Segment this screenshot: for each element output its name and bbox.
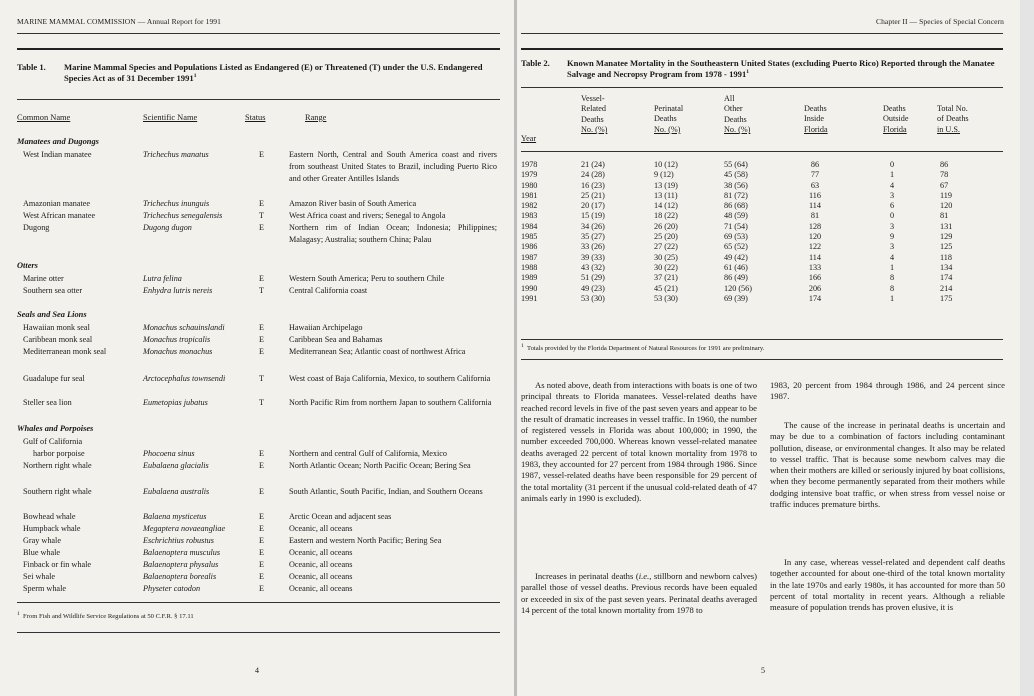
caption-rule (17, 99, 500, 100)
table2-cell: 69 (53) (724, 232, 748, 242)
table2-col-header (937, 104, 969, 135)
table2-cell: 133 (808, 262, 822, 272)
table2-cell: 166 (808, 273, 822, 283)
species-status: E (259, 461, 265, 470)
table2-cell: 0 (889, 211, 895, 221)
table2-cell: 0 (889, 160, 895, 169)
table2-column-outside (883, 160, 901, 304)
species-status: E (259, 536, 265, 545)
species-range: Mediterranean Sea; Atlantic coast of northwest Africa (289, 347, 466, 356)
table2-cell: 118 (940, 252, 952, 262)
table2-column-other (724, 160, 752, 304)
species-scientific-name: Arctocephalus townsendi (143, 374, 226, 383)
species-common-name: Gulf of California (23, 437, 83, 446)
species-status: E (259, 150, 265, 159)
table2-cell: 13 (11) (654, 190, 678, 200)
table2-col-header (521, 134, 536, 144)
book-edge (1020, 0, 1034, 696)
species-common-name: Bowhead whale (23, 512, 76, 521)
table2-cell: 65 (52) (724, 242, 748, 252)
table2-cell: 25 (20) (654, 232, 678, 242)
table2-cell: 1981 (521, 190, 538, 200)
species-common-name: Humpback whale (23, 524, 81, 533)
table2-cell: 48 (59) (724, 211, 748, 221)
species-common-name: Southern right whale (23, 487, 92, 496)
table2-header-line: Inside (804, 114, 825, 124)
species-range: Caribbean Sea and Bahamas (289, 335, 383, 344)
table2-cell: 125 (940, 242, 953, 252)
right-page (517, 0, 1020, 696)
species-common-name: Blue whale (23, 548, 61, 557)
table2-cell: 1979 (521, 170, 538, 180)
species-scientific-name: Physeter catodon (143, 584, 201, 593)
species-common-name: Steller sea lion (23, 398, 72, 407)
r-footnote-rule (521, 359, 1003, 360)
species-status: E (259, 347, 265, 356)
species-range: Oceanic, all oceans (289, 584, 353, 593)
table2-cell: 214 (940, 283, 953, 293)
species-status: T (259, 286, 265, 295)
table2-cell: 71 (54) (724, 221, 748, 231)
table1-title-text: Marine Mammal Species and Populations Listed as Endangered (E) or Threatened (T) under the U.S. Endangered Species Act as of 31 December 1991 (64, 62, 483, 83)
table2-cell: 13 (19) (654, 180, 678, 190)
table2-cell: 49 (23) (581, 283, 605, 293)
species-range: West Africa coast and rivers; Senegal to Angola (289, 211, 446, 220)
col-scientific-name: Scientific Name (143, 113, 198, 122)
col-common-name: Common Name (17, 113, 71, 122)
table2-cell: 43 (32) (581, 262, 605, 272)
table2-cell: 86 (68) (724, 201, 748, 211)
species-status: E (259, 335, 265, 344)
table2-header-line: Florida (804, 124, 828, 134)
table2-col-header (724, 94, 750, 136)
species-common-name: Hawaiian monk seal (23, 323, 90, 332)
table2-cell: 174 (940, 273, 953, 283)
species-status: E (259, 584, 265, 593)
table2-cell: 1 (889, 170, 895, 180)
table2-cell: 1986 (521, 242, 538, 252)
table2-cell: 1982 (521, 201, 538, 211)
species-common-name: Southern sea otter (23, 286, 83, 295)
group-heading: Otters (17, 261, 38, 270)
species-range: Oceanic, all oceans (289, 524, 353, 533)
table2-cell: 24 (28) (581, 170, 605, 180)
table2-cell: 1991 (521, 293, 538, 303)
body-col2-para1: 1983, 20 percent from 1984 through 1986, and 24 percent since 1987. (770, 380, 1005, 402)
r-table-bottom-rule (521, 339, 1003, 340)
header-rule (17, 33, 500, 34)
table2-cell: 20 (17) (581, 201, 605, 211)
species-scientific-name: Eubalaena australis (143, 487, 210, 496)
table2-cell: 38 (56) (724, 180, 748, 190)
species-scientific-name: Dugong dugon (143, 223, 192, 232)
table2-column-vessel (581, 160, 605, 304)
species-range: West coast of Baja California, Mexico, to southern California (289, 374, 491, 383)
t2-footnote-mark: 1 (521, 342, 524, 349)
species-range: Oceanic, all oceans (289, 560, 353, 569)
table2-cell: 1989 (521, 273, 538, 283)
species-scientific-name: Monachus monachus (143, 347, 213, 356)
species-status: T (259, 211, 265, 220)
table2-cell: 128 (808, 221, 822, 231)
species-range: Oceanic, all oceans (289, 572, 353, 581)
table2-cell: 174 (808, 293, 822, 303)
col-range: Range (305, 113, 327, 122)
species-scientific-name: Trichechus inunguis (143, 199, 210, 208)
bottom-rule (17, 632, 500, 633)
table2-cell: 61 (46) (724, 262, 748, 272)
species-common-name: Mediterranean monk seal (23, 347, 107, 356)
species-scientific-name: Balaena mysticetus (143, 512, 207, 521)
species-range: North Atlantic Ocean; North Pacific Ocean; Bering Sea (289, 461, 471, 470)
r-header-rule (521, 33, 1003, 34)
table2-cell: 4 (889, 180, 895, 190)
para2-ie: i.e. (638, 571, 650, 581)
table2-cell: 53 (30) (654, 293, 678, 303)
table2-cell: 9 (12) (654, 170, 674, 180)
species-scientific-name: Enhydra lutris nereis (143, 286, 213, 295)
species-range: Northern and central Gulf of California, Mexico (289, 449, 448, 458)
species-scientific-name: Eubalaena glacialis (143, 461, 209, 470)
species-range: Western South America; Peru to southern Chile (289, 274, 445, 283)
table2-cell: 120 (940, 201, 953, 211)
species-scientific-name: Trichechus senegalensis (143, 211, 223, 220)
group-heading: Whales and Porpoises (17, 424, 94, 433)
table2-header-line: Outside (883, 114, 909, 124)
table2-header-line: Florida (883, 124, 907, 134)
species-common-name: Northern right whale (23, 461, 92, 470)
table2-cell: 49 (42) (724, 252, 748, 262)
left-running-header: MARINE MAMMAL COMMISSION — Annual Report for 1991 (17, 17, 221, 26)
table2-header-line: in U.S. (937, 124, 960, 134)
table2-col-header (654, 104, 683, 135)
table1-number: Table 1. (17, 62, 46, 72)
species-scientific-name: Eumetopias jubatus (143, 398, 208, 407)
species-common-name: West Indian manatee (23, 150, 92, 159)
group-heading: Seals and Sea Lions (17, 310, 87, 319)
table2-cell: 1 (889, 262, 895, 272)
species-status: E (259, 560, 265, 569)
table2-cell: 114 (809, 201, 821, 211)
table2-cell: 120 (56) (724, 283, 752, 293)
table2-cell: 122 (808, 242, 822, 252)
species-scientific-name: Lutra felina (143, 274, 182, 283)
species-range: South Atlantic, South Pacific, Indian, and Southern Oceans (289, 487, 483, 496)
table2-cell: 8 (889, 283, 895, 293)
footnote-text: From Fish and Wildlife Service Regulations at 50 C.F.R. § 17.11 (23, 613, 194, 620)
table2-cell: 114 (809, 252, 821, 262)
species-scientific-name: Balaenoptera borealis (143, 572, 217, 581)
table2-cell: 33 (26) (581, 242, 605, 252)
table2-cell: 30 (25) (654, 252, 678, 262)
table2-header-line: of Deaths (937, 114, 969, 124)
table2-cell: 78 (940, 170, 949, 180)
table2-cell: 3 (889, 190, 895, 200)
table2-cell: 37 (21) (654, 273, 678, 283)
species-scientific-name: Balaenoptera physalus (143, 560, 219, 569)
body-col2-para2: The cause of the increase in perinatal deaths is uncertain and may be due to a combination of factors including contaminant pollution, disease, or environmental changes. It also may be related to vessel traffic. That is because some newborn calves may die when their mothers are killed or seriously injured by boat collisions, when they become permanently separated from their mothers while dodging intensive boat traffic, or when stress from vessel noise or traffic induces premature births. (770, 420, 1005, 510)
table2-cell: 14 (12) (654, 201, 678, 211)
left-page (0, 0, 514, 696)
species-status: E (259, 449, 265, 458)
species-range: Northern rim of Indian Ocean; Indonesia; Philippines; Malagasy; Australia; southern China; Palau (289, 223, 497, 245)
table2-header-line: Vessel- (581, 94, 605, 103)
table2-cell: 1988 (521, 262, 538, 272)
table2-col-header (804, 104, 828, 135)
table2-cell: 3 (889, 242, 895, 252)
r-header-bottom-rule (521, 151, 1003, 152)
table2-cell: 1984 (521, 221, 538, 231)
table2-header-line: All (724, 94, 735, 103)
species-common-name: Finback or fin whale (23, 560, 91, 569)
table2-column-inside (804, 160, 826, 304)
table2-cell: 10 (12) (654, 160, 678, 169)
table2-header-line: Perinatal (654, 104, 684, 113)
table1-title (64, 62, 484, 84)
t2-footnote-text: Totals provided by the Florida Department of Natural Resources for 1991 are preliminary. (527, 345, 765, 352)
table2-cell: 16 (23) (581, 180, 605, 190)
species-range: North Pacific Rim from northern Japan to southern California (289, 398, 492, 407)
table2-cell: 81 (810, 211, 820, 221)
table2-cell: 1980 (521, 180, 538, 190)
table2-cell: 45 (58) (724, 170, 748, 180)
table2-header-line: Deaths (654, 114, 677, 124)
species-common-name: harbor porpoise (33, 449, 85, 458)
table2-cell: 6 (889, 201, 895, 211)
table2-header-line: Related (581, 104, 607, 114)
table2-header-line: Other (724, 104, 743, 114)
table2-header-line: No. (%) (581, 125, 608, 135)
table2-header-line: Deaths (804, 104, 827, 113)
species-scientific-name: Balaenoptera musculus (143, 548, 221, 557)
footnote-rule (17, 602, 500, 603)
table2-cell: 51 (29) (581, 273, 605, 283)
table2-cell: 1983 (521, 211, 538, 221)
species-status: E (259, 323, 265, 332)
table2-cell: 45 (21) (654, 283, 678, 293)
table2-col-header (581, 94, 607, 136)
table2-cell: 116 (809, 190, 821, 200)
table2-cell: 129 (940, 232, 953, 242)
left-page-number: 4 (255, 666, 259, 675)
species-scientific-name: Phocoena sinus (143, 449, 195, 458)
table2-title-text: Known Manatee Mortality in the Southeastern United States (excluding Puerto Rico) Reported through the Manatee Salvage and Necropsy Program from 1978 - 1991 (567, 58, 995, 79)
group-heading: Manatees and Dugongs (17, 137, 99, 146)
species-status: E (259, 199, 265, 208)
table2-cell: 21 (24) (581, 160, 605, 169)
species-status: E (259, 548, 265, 557)
table2-cell: 67 (940, 180, 949, 190)
para2-part-b: , stillborn and newborn calves) parallel those of vessel deaths. Previous records have been equaled or exceeded in six of the past seven years. Perinatal deaths averaged 14 percent of the total known mortality from 1978 to (521, 571, 758, 615)
species-status: E (259, 572, 265, 581)
species-common-name: Dugong (23, 223, 50, 232)
table2-cell: 34 (26) (581, 221, 605, 231)
species-scientific-name: Monachus tropicalis (143, 335, 211, 344)
table2-cell: 55 (64) (724, 160, 748, 169)
table2-cell: 53 (30) (581, 293, 605, 303)
table2-cell: 8 (889, 273, 895, 283)
table2-cell: 69 (39) (724, 293, 748, 303)
table2-cell: 1978 (521, 160, 538, 169)
table2-cell: 77 (810, 170, 820, 180)
table2-cell: 1990 (521, 283, 538, 293)
footnote-mark: 1 (17, 610, 20, 617)
species-range: Central California coast (289, 286, 368, 295)
table2-column-total (940, 160, 952, 304)
table2-cell: 131 (940, 221, 953, 231)
table2-column-years (521, 160, 537, 304)
table2-cell: 81 (940, 211, 949, 221)
species-range: Oceanic, all oceans (289, 548, 353, 557)
species-common-name: West African manatee (23, 211, 96, 220)
species-status: E (259, 274, 265, 283)
species-common-name: Marine otter (23, 274, 64, 283)
table2-cell: 4 (889, 252, 895, 262)
body-col2-para3: In any case, whereas vessel-related and dependent calf deaths together accounted for about one-third of the total known mortality in the late 1970s and early 1980s, it has accounted for more than 50 percent of total mortality in recent years. Although a reliable measure of population trends has proven elusive, it is (770, 557, 1005, 613)
table2-cell: 30 (22) (654, 262, 678, 272)
species-status: E (259, 487, 265, 496)
table2-cell: 39 (33) (581, 252, 605, 262)
table2-cell: 1985 (521, 232, 538, 242)
table2-header-line: No. (%) (654, 124, 681, 134)
right-running-header: Chapter II — Species of Special Concern (875, 17, 1004, 26)
body-col1-para1: As noted above, death from interactions with boats is one of two principal threats to Florida manatees. Vessel-related deaths have reached record levels in five of the past seven years and appear to be the result of dramatic increases in vessel traffic. In 1960, the number of registered vessels in Florida was about 100,000; in 1990, the number exceeded 700,000. Whereas known vessel-related manatee deaths averaged 22 percent of total known mortality from 1978 to 1983, they accounted for 27 percent from 1984 through 1986. Since 1987, vessel-related deaths have been responsible for 29 percent of the total mortality (31 percent if the unusual cold-related death of 47 animals early in 1990 is excluded). (521, 380, 757, 503)
table2-cell: 86 (810, 160, 820, 169)
species-range: Amazon River basin of South America (289, 199, 417, 208)
table-top-rule (17, 48, 500, 50)
species-range: Eastern North, Central and South America coast and rivers from southeast United States to Brazil, including Puerto Rico and other Greater Antilles Islands (289, 150, 497, 184)
table2-footnote (521, 342, 765, 352)
table2-cell: 63 (810, 180, 820, 190)
table2-header-line: Year (521, 134, 537, 143)
species-common-name: Caribbean monk seal (23, 335, 93, 344)
species-scientific-name: Trichechus manatus (143, 150, 209, 159)
table2-cell: 1 (889, 293, 895, 303)
species-scientific-name: Megaptera novaeangliae (143, 524, 226, 533)
table2-header-line: Deaths (883, 104, 906, 113)
species-scientific-name: Eschrichtius robustus (143, 536, 214, 545)
r-table-top-rule (521, 48, 1003, 50)
table2-header-line: Deaths (724, 114, 747, 124)
species-range: Hawaiian Archipelago (289, 323, 363, 332)
table2-cell: 27 (22) (654, 242, 678, 252)
table2-cell: 35 (27) (581, 232, 605, 242)
table1-title-sup: 1 (193, 73, 197, 80)
species-common-name: Gray whale (23, 536, 61, 545)
table2-col-header (883, 104, 908, 135)
table2-cell: 134 (940, 262, 953, 272)
col-status: Status (245, 113, 266, 122)
table2-column-perinatal (654, 160, 678, 304)
table2-number: Table 2. (521, 58, 550, 68)
table2-cell: 15 (19) (581, 211, 605, 221)
table2-cell: 1987 (521, 252, 538, 262)
right-page-number: 5 (761, 666, 765, 675)
species-status: E (259, 223, 265, 232)
species-status: E (259, 524, 265, 533)
table2-cell: 86 (940, 160, 949, 169)
table2-cell: 206 (808, 283, 822, 293)
species-range: Arctic Ocean and adjacent seas (289, 512, 392, 521)
table2-cell: 25 (21) (581, 190, 605, 200)
para2-part-a: Increases in perinatal deaths ( (535, 571, 639, 581)
species-common-name: Sperm whale (23, 584, 66, 593)
table2-cell: 119 (940, 190, 952, 200)
body-col1-para2 (521, 571, 757, 616)
table2-header-line: Total No. (937, 104, 968, 113)
table2-cell: 81 (72) (724, 190, 748, 200)
table2-cell: 120 (808, 232, 822, 242)
table2-title-sup: 1 (746, 69, 750, 76)
table2-header-line: No. (%) (724, 125, 751, 135)
r-caption-rule (521, 87, 1003, 88)
species-common-name: Sei whale (23, 572, 56, 581)
table2-cell: 18 (22) (654, 211, 678, 221)
species-common-name: Guadalupe fur seal (23, 374, 85, 383)
table2-cell: 3 (889, 221, 895, 231)
table2-cell: 175 (940, 293, 953, 303)
table2-cell: 9 (889, 232, 895, 242)
species-status: E (259, 512, 265, 521)
table2-cell: 86 (49) (724, 273, 748, 283)
species-status: T (259, 398, 265, 407)
table2-cell: 26 (20) (654, 221, 678, 231)
species-common-name: Amazonian manatee (23, 199, 91, 208)
table2-header-line: Deaths (581, 114, 604, 124)
table2-title (567, 58, 1005, 80)
table1-footnote (17, 610, 194, 620)
species-scientific-name: Monachus schauinslandi (143, 323, 225, 332)
species-range: Eastern and western North Pacific; Bering Sea (289, 536, 442, 545)
species-status: T (259, 374, 265, 383)
